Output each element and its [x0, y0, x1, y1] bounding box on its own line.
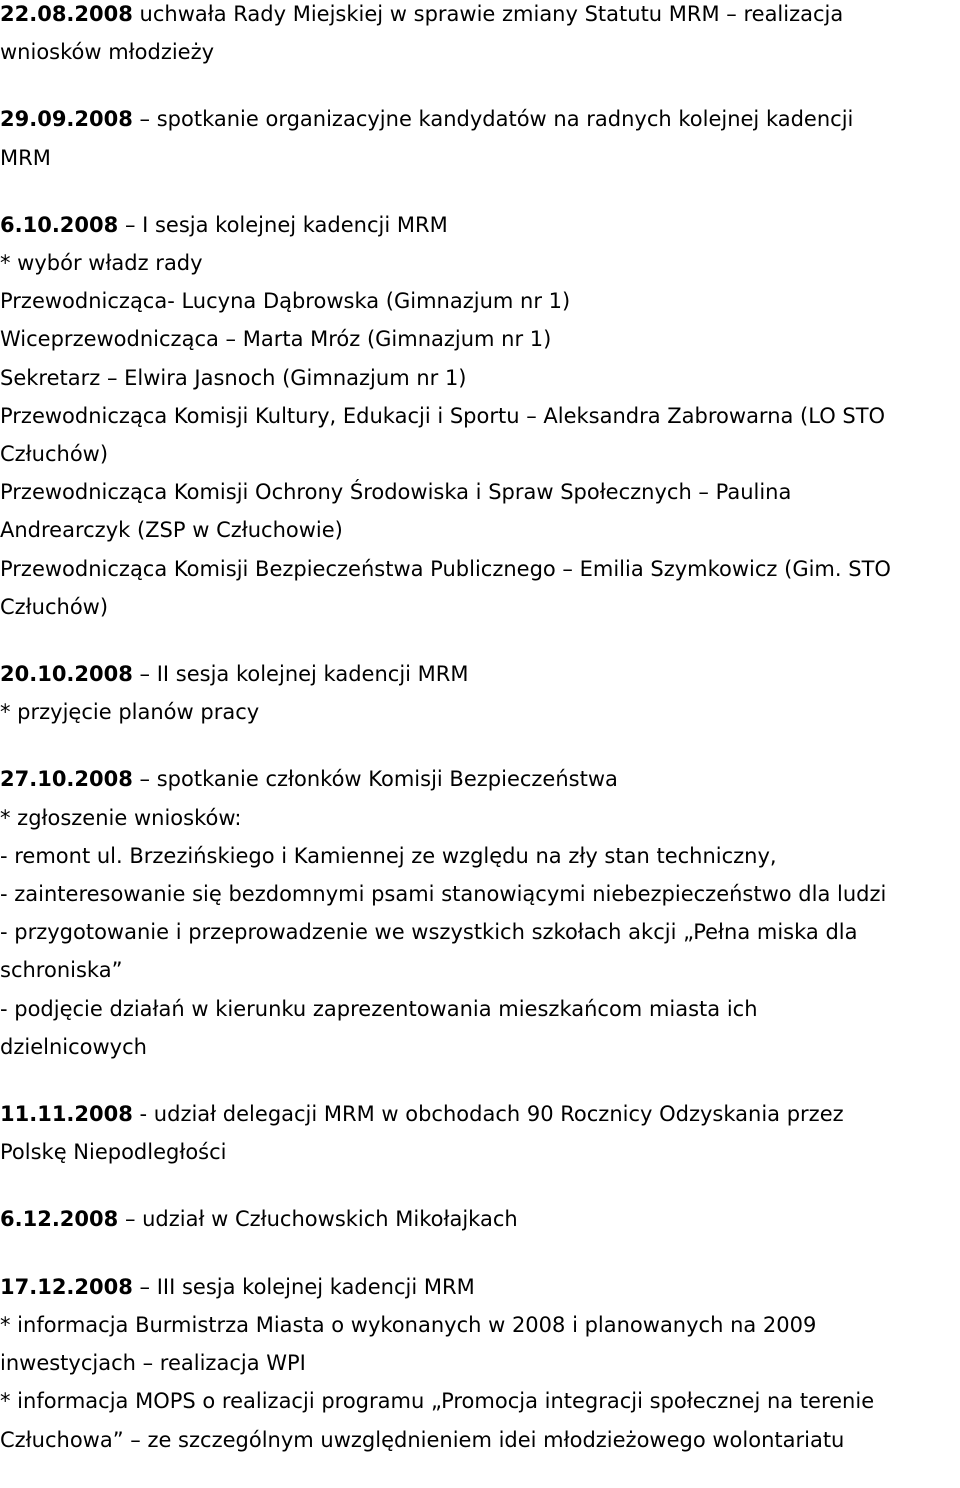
entry-text-line: Wiceprzewodnicząca – Marta Mróz (Gimnazjum nr 1) [0, 327, 552, 352]
entry-heading-text: - udział delegacji MRM w obchodach 90 Rocznicy Odzyskania przez [139, 1102, 844, 1127]
entry-date: 22.08.2008 [0, 2, 133, 26]
entry-heading-text: – spotkanie organizacyjne kandydatów na radnych kolejnej kadencji [139, 107, 854, 132]
timeline-entry [0, 1095, 960, 1171]
entry-heading-line [0, 0, 960, 33]
entry-text-line: Przewodnicząca Komisji Kultury, Edukacji i Sportu – Aleksandra Zabrowarna (LO STO [0, 403, 886, 428]
timeline-entry [0, 100, 960, 176]
entry-text-line: inwestycjach – realizacja WPI [0, 1351, 306, 1376]
entry-text-line: Polskę Niepodległości [0, 1140, 227, 1165]
entry-text-line: Andrearczyk (ZSP w Człuchowie) [0, 518, 343, 543]
entry-date: 20.10.2008 [0, 662, 133, 687]
timeline-entry [0, 655, 960, 731]
entry-date: 29.09.2008 [0, 107, 133, 132]
entry-date: 11.11.2008 [0, 1102, 133, 1127]
entry-heading-text: – I sesja kolejnej kadencji MRM [124, 212, 448, 237]
timeline-entry [0, 760, 960, 1066]
entry-date: 6.12.2008 [0, 1207, 119, 1232]
entry-text-line: Przewodnicząca- Lucyna Dąbrowska (Gimnazjum nr 1) [0, 289, 571, 314]
entry-text-line: * przyjęcie planów pracy [0, 700, 260, 725]
entry-text-line: Sekretarz – Elwira Jasnoch (Gimnazjum nr 1) [0, 365, 467, 390]
entry-text-line: MRM [0, 145, 51, 170]
entry-heading-line [0, 1200, 960, 1238]
entry-heading-line [0, 206, 960, 244]
entry-text-line: schroniska” [0, 958, 123, 983]
entry-text-line: Przewodnicząca Komisji Bezpieczeństwa Publicznego – Emilia Szymkowicz (Gim. STO [0, 556, 891, 581]
entry-heading-line [0, 1095, 960, 1133]
entry-date: 17.12.2008 [0, 1274, 133, 1299]
entry-heading-text: – spotkanie członków Komisji Bezpieczeństwa [139, 767, 618, 792]
entry-text-line: Człuchowa” – ze szczególnym uwzględnieniem idei młodzieżowego wolontariatu [0, 1427, 845, 1452]
entry-heading-line [0, 760, 960, 798]
entry-heading-text: – udział w Człuchowskich Mikołajkach [124, 1207, 518, 1232]
entry-text-line: Człuchów) [0, 594, 109, 619]
entry-heading-line [0, 100, 960, 138]
entry-text-line: - podjęcie działań w kierunku zaprezentowania mieszkańcom miasta ich [0, 996, 758, 1021]
entry-heading-text: – III sesja kolejnej kadencji MRM [139, 1274, 475, 1299]
entry-text-line: * informacja MOPS o realizacji programu „Promocja integracji społecznej na terenie [0, 1389, 875, 1414]
timeline-entry [0, 0, 960, 71]
timeline-entry [0, 1268, 960, 1459]
entry-text-line: wniosków młodzieży [0, 40, 215, 65]
entry-text-line: * wybór władz rady [0, 251, 203, 276]
entry-text-line: Przewodnicząca Komisji Ochrony Środowiska i Spraw Społecznych – Paulina [0, 480, 792, 505]
entry-text-line: - remont ul. Brzezińskiego i Kamiennej ze względu na zły stan techniczny, [0, 843, 777, 868]
entry-text-line: dzielnicowych [0, 1034, 147, 1059]
entry-heading-line [0, 1268, 960, 1306]
entry-date: 6.10.2008 [0, 212, 119, 237]
entry-date: 27.10.2008 [0, 767, 133, 792]
entry-text-line: * informacja Burmistrza Miasta o wykonanych w 2008 i planowanych na 2009 [0, 1312, 817, 1337]
entry-text-line: * zgłoszenie wniosków: [0, 805, 242, 830]
entry-heading-text: – II sesja kolejnej kadencji MRM [139, 662, 469, 687]
entry-heading-line [0, 655, 960, 693]
entry-text-line: - przygotowanie i przeprowadzenie we wszystkich szkołach akcji „Pełna miska dla [0, 920, 858, 945]
entry-text-line: Człuchów) [0, 442, 109, 467]
entry-text-line: - zainteresowanie się bezdomnymi psami stanowiącymi niebezpieczeństwo dla ludzi [0, 882, 887, 907]
timeline-entry [0, 1200, 960, 1238]
entry-heading-text: uchwała Rady Miejskiej w sprawie zmiany Statutu MRM – realizacja [139, 2, 844, 26]
timeline-entry [0, 206, 960, 626]
